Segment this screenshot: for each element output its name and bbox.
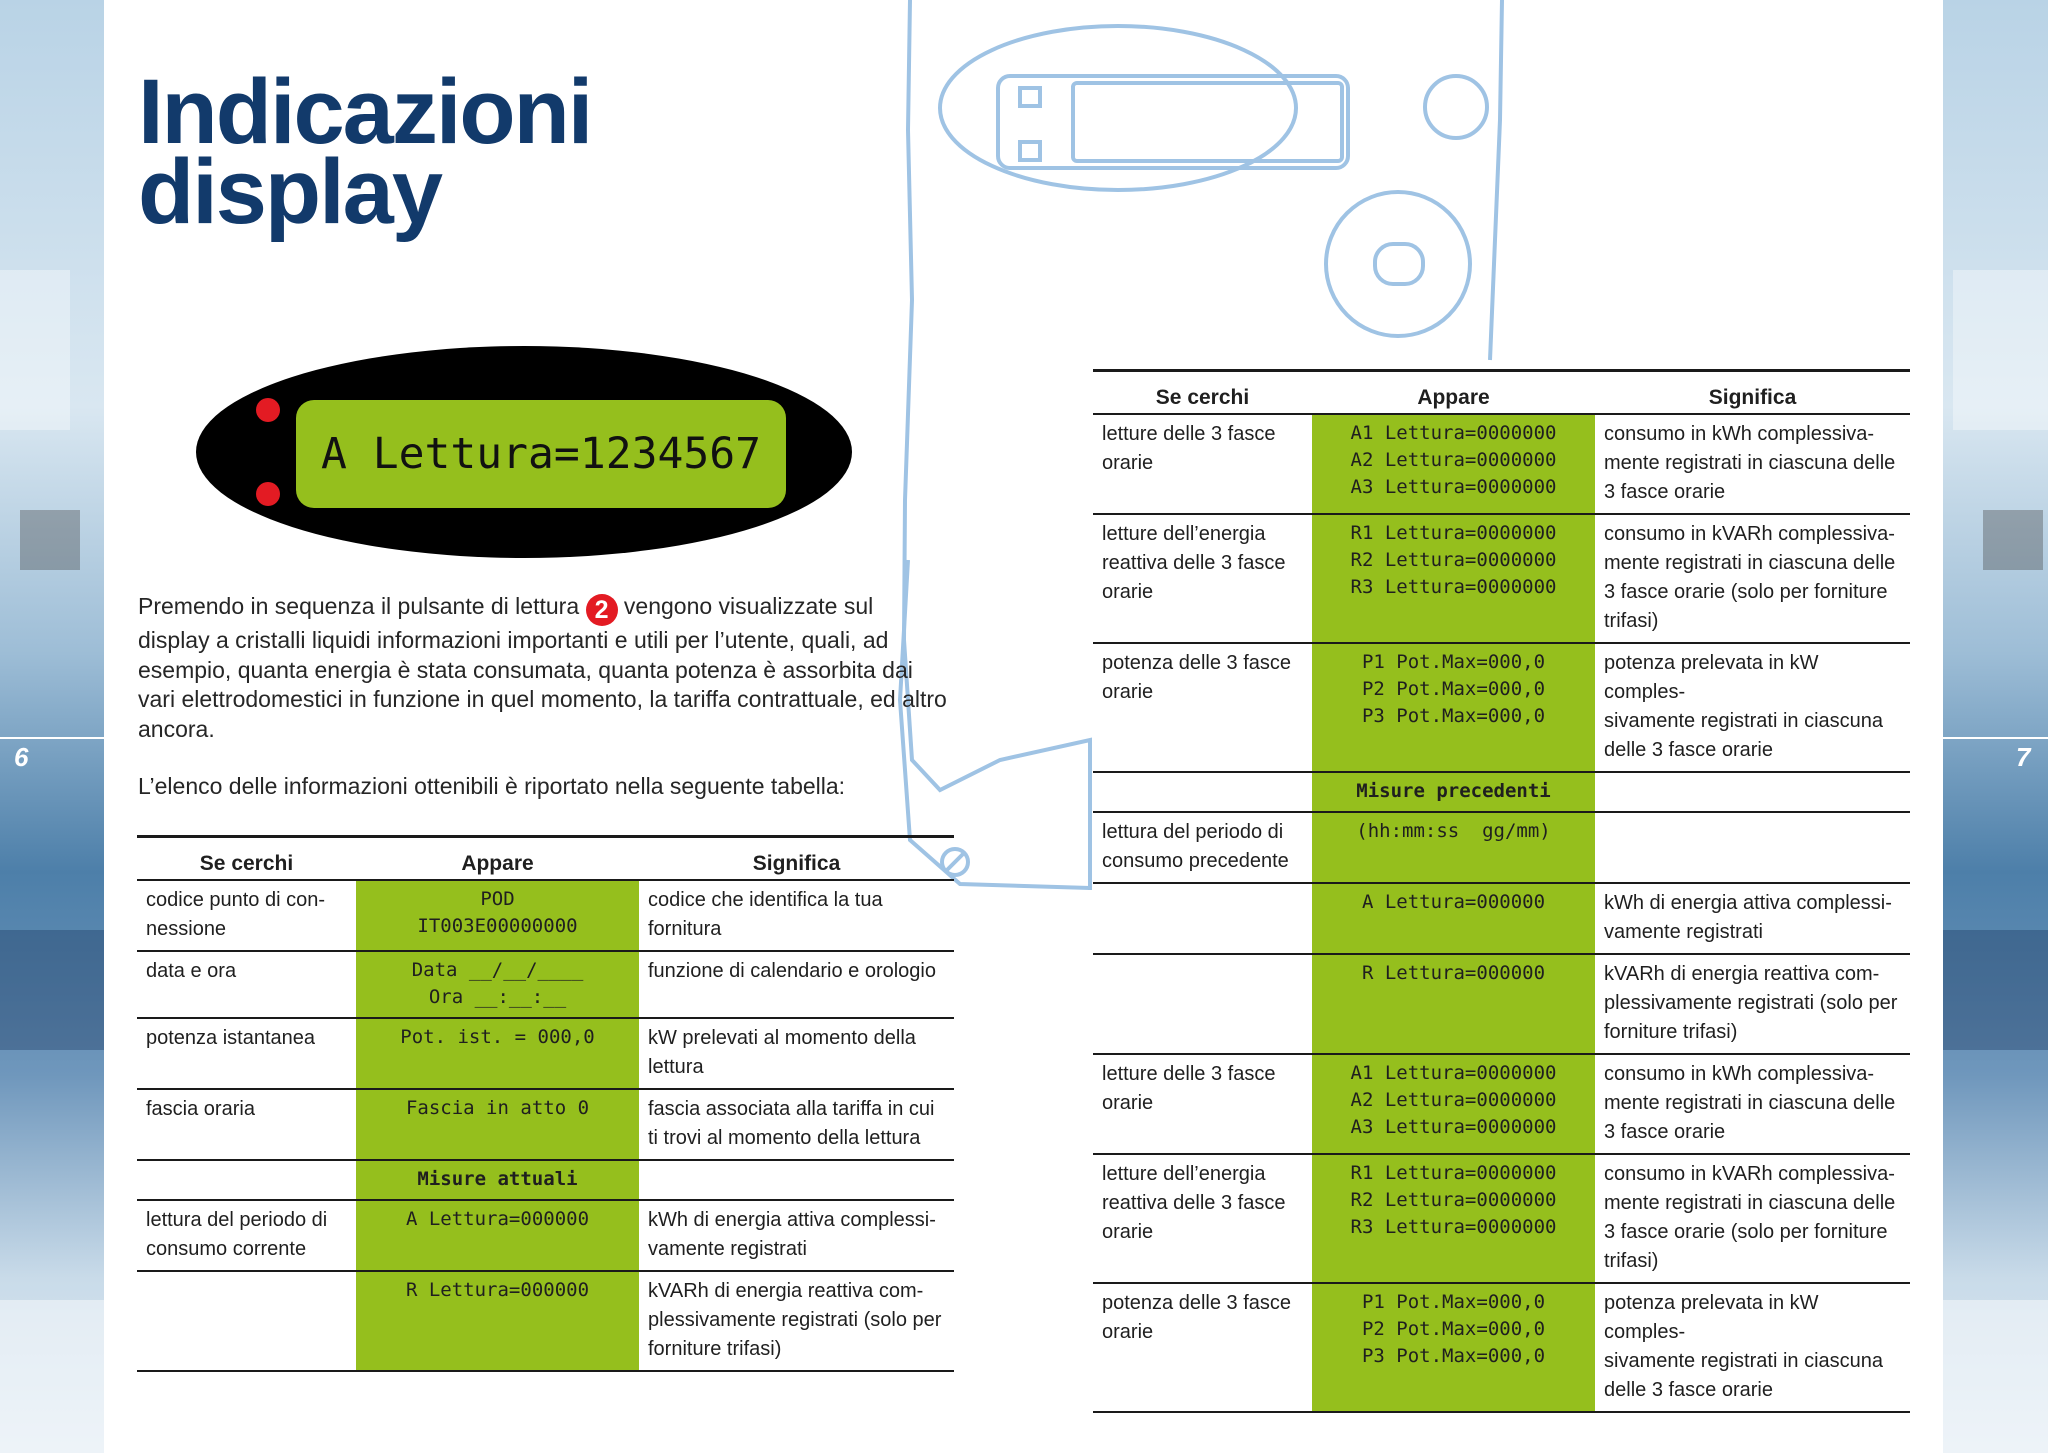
- appare-line: P2 Pot.Max=000,0: [1361, 1318, 1546, 1340]
- significa-line: delle 3 fasce orarie: [1604, 739, 1773, 761]
- cell-significa: [1595, 414, 1910, 514]
- appare-line: Misure precedenti: [1356, 780, 1551, 802]
- cell-appare: [356, 1018, 639, 1089]
- cerchi-line: lettura del periodo di: [1102, 821, 1284, 843]
- table-row: [1093, 1154, 1910, 1283]
- title-line-1: Indicazioni: [138, 61, 592, 163]
- red-indicator-dot: [256, 482, 280, 506]
- table-lead-text: L’elenco delle informazioni ottenibili è riportato nella seguente tabella:: [138, 773, 846, 799]
- cerchi-line: codice punto di con-: [146, 889, 326, 911]
- cell-significa: [1595, 1054, 1910, 1154]
- significa-line: ti trovi al momento della lettura: [648, 1127, 921, 1149]
- table-header-row: [137, 837, 954, 881]
- appare-line: P2 Pot.Max=000,0: [1361, 678, 1546, 700]
- table-row: [1093, 414, 1910, 514]
- significa-line: fascia associata alla tariffa in cui: [648, 1098, 935, 1120]
- header-appare: Appare: [356, 837, 639, 881]
- significa-line: 3 fasce orarie: [1604, 481, 1726, 503]
- cell-appare: [1312, 812, 1595, 883]
- cell-appare: [1312, 643, 1595, 772]
- cerchi-line: orarie: [1102, 452, 1154, 474]
- appare-line: R Lettura=000000: [405, 1279, 590, 1301]
- appare-line: Data __/__/____: [411, 959, 584, 981]
- significa-line: fornitura: [648, 918, 722, 940]
- cell-cerchi: [1093, 1054, 1312, 1154]
- header-se-cerchi: Se cerchi: [137, 837, 356, 881]
- cell-significa: [1595, 954, 1910, 1054]
- right-info-table: [1093, 369, 1910, 1413]
- appare-line: A1 Lettura=0000000: [1350, 1062, 1557, 1084]
- significa-line: potenza prelevata in kW comples-: [1604, 652, 1819, 703]
- table-row: [137, 1271, 954, 1371]
- significa-line: vamente registrati: [648, 1238, 807, 1260]
- significa-line: plessivamente registrati (solo per: [648, 1309, 942, 1331]
- cerchi-line: letture dell’energia: [1102, 1163, 1266, 1185]
- cerchi-line: orarie: [1102, 1221, 1154, 1243]
- cell-appare: [356, 1089, 639, 1160]
- cell-appare: [356, 1271, 639, 1371]
- right-table-body: [1093, 414, 1910, 1412]
- cell-appare: [1312, 514, 1595, 643]
- header-significa: Significa: [639, 837, 954, 881]
- significa-line: delle 3 fasce orarie: [1604, 1379, 1773, 1401]
- cell-cerchi: [1093, 772, 1312, 812]
- intro-text-end: vengono visualizzate sul display a cristalli liquidi informazioni importanti e utili per l’utente, quali, ad esempio, quanta energia è stata consumata, quanta potenza è assorbita dai vari elettrodomestici in funzione in quel momento, la tariffa contrattuale, ed altro ancora.: [138, 593, 947, 742]
- cerchi-line: potenza delle 3 fasce: [1102, 1292, 1292, 1314]
- table-row: [137, 1200, 954, 1271]
- significa-line: consumo in kVARh complessiva-: [1604, 1163, 1895, 1185]
- cell-appare: [1312, 883, 1595, 954]
- appare-line: R3 Lettura=0000000: [1350, 576, 1557, 598]
- cell-significa: [639, 1200, 954, 1271]
- appare-line: P1 Pot.Max=000,0: [1361, 1291, 1546, 1313]
- cell-appare: [1312, 772, 1595, 812]
- cell-cerchi: [1093, 414, 1312, 514]
- significa-line: sivamente registrati in ciascuna: [1604, 710, 1884, 732]
- significa-line: potenza prelevata in kW comples-: [1604, 1292, 1819, 1343]
- cell-significa: [1595, 1154, 1910, 1283]
- table-row: [1093, 772, 1910, 812]
- appare-line: A Lettura=000000: [1361, 891, 1546, 913]
- significa-line: kWh di energia attiva complessi-: [1604, 892, 1892, 914]
- significa-line: 3 fasce orarie: [1604, 1121, 1726, 1143]
- appare-line: A2 Lettura=0000000: [1350, 1089, 1557, 1111]
- cerchi-line: consumo corrente: [146, 1238, 307, 1260]
- significa-line: kVARh di energia reattiva com-: [1604, 963, 1880, 985]
- appare-line: A3 Lettura=0000000: [1350, 1116, 1557, 1138]
- cell-significa: [1595, 812, 1910, 883]
- table-row: [1093, 514, 1910, 643]
- page-number-right: 7: [2016, 742, 2031, 772]
- cell-cerchi: [1093, 883, 1312, 954]
- appare-line: P3 Pot.Max=000,0: [1361, 1345, 1546, 1367]
- significa-line: funzione di calendario e orologio: [648, 960, 936, 982]
- significa-line: mente registrati in ciascuna delle: [1604, 452, 1896, 474]
- cerchi-line: data e ora: [146, 960, 237, 982]
- significa-line: forniture trifasi): [648, 1338, 782, 1360]
- cell-appare: [356, 1200, 639, 1271]
- table-row: [137, 1160, 954, 1200]
- intro-text-start: Premendo in sequenza il pulsante di lettura: [138, 593, 586, 619]
- significa-line: mente registrati in ciascuna delle: [1604, 552, 1896, 574]
- cerchi-line: letture delle 3 fasce: [1102, 1063, 1276, 1085]
- cerchi-line: letture delle 3 fasce: [1102, 423, 1276, 445]
- lcd-display-illustration: [196, 346, 852, 558]
- page-number-left: 6: [14, 742, 29, 772]
- table-row: [1093, 1054, 1910, 1154]
- significa-line: plessivamente registrati (solo per: [1604, 992, 1898, 1014]
- cell-cerchi: [137, 1160, 356, 1200]
- significa-line: lettura: [648, 1056, 704, 1078]
- appare-line: A2 Lettura=0000000: [1350, 449, 1557, 471]
- appare-line: R1 Lettura=0000000: [1350, 1162, 1557, 1184]
- appare-line: A Lettura=000000: [405, 1208, 590, 1230]
- significa-line: consumo in kWh complessiva-: [1604, 423, 1875, 445]
- significa-line: 3 fasce orarie (solo per forniture: [1604, 581, 1888, 603]
- appare-line: IT003E00000000: [417, 915, 578, 937]
- significa-line: vamente registrati: [1604, 921, 1763, 943]
- table-row: [137, 1018, 954, 1089]
- significa-line: trifasi): [1604, 610, 1659, 632]
- cell-significa: [1595, 1283, 1910, 1412]
- cell-significa: [639, 1271, 954, 1371]
- left-table-body: [137, 880, 954, 1371]
- significa-line: mente registrati in ciascuna delle: [1604, 1092, 1896, 1114]
- appare-line: R3 Lettura=0000000: [1350, 1216, 1557, 1238]
- title-line-2: display: [138, 141, 442, 243]
- cell-appare: [1312, 414, 1595, 514]
- appare-line: P3 Pot.Max=000,0: [1361, 705, 1546, 727]
- cell-significa: [1595, 883, 1910, 954]
- table-row: [137, 951, 954, 1018]
- appare-line: A3 Lettura=0000000: [1350, 476, 1557, 498]
- cell-cerchi: [137, 951, 356, 1018]
- appare-line: Pot. ist. = 000,0: [400, 1026, 595, 1048]
- header-se-cerchi: Se cerchi: [1093, 371, 1312, 415]
- cell-significa: [639, 951, 954, 1018]
- significa-line: sivamente registrati in ciascuna: [1604, 1350, 1884, 1372]
- appare-line: (hh:mm:ss gg/mm): [1356, 820, 1551, 842]
- significa-line: kVARh di energia reattiva com-: [648, 1280, 924, 1302]
- cell-significa: [1595, 514, 1910, 643]
- significa-line: consumo in kWh complessiva-: [1604, 1063, 1875, 1085]
- appare-line: R1 Lettura=0000000: [1350, 522, 1557, 544]
- appare-line: POD: [480, 888, 515, 910]
- cell-appare: [356, 880, 639, 951]
- table-row: [137, 880, 954, 951]
- significa-line: 3 fasce orarie (solo per forniture: [1604, 1221, 1888, 1243]
- red-indicator-dot: [256, 398, 280, 422]
- cerchi-line: reattiva delle 3 fasce: [1102, 1192, 1286, 1214]
- table-row: [1093, 954, 1910, 1054]
- appare-line: R2 Lettura=0000000: [1350, 1189, 1557, 1211]
- significa-line: trifasi): [1604, 1250, 1659, 1272]
- cell-cerchi: [1093, 1283, 1312, 1412]
- lcd-screen-text: A Lettura=1234567: [296, 400, 786, 508]
- cell-significa: [639, 1160, 954, 1200]
- significa-line: consumo in kVARh complessiva-: [1604, 523, 1895, 545]
- cerchi-line: fascia oraria: [146, 1098, 255, 1120]
- cerchi-line: orarie: [1102, 681, 1154, 703]
- cell-appare: [356, 951, 639, 1018]
- cell-cerchi: [137, 1200, 356, 1271]
- cell-significa: [1595, 643, 1910, 772]
- table-row: [1093, 812, 1910, 883]
- appare-line: Ora __:__:__: [428, 986, 567, 1008]
- cell-cerchi: [1093, 514, 1312, 643]
- cell-cerchi: [1093, 643, 1312, 772]
- appare-line: Fascia in atto 0: [405, 1097, 590, 1119]
- table-row: [137, 1089, 954, 1160]
- appare-line: R2 Lettura=0000000: [1350, 549, 1557, 571]
- cell-cerchi: [1093, 812, 1312, 883]
- cell-significa: [1595, 772, 1910, 812]
- appare-line: A1 Lettura=0000000: [1350, 422, 1557, 444]
- cerchi-line: letture dell’energia: [1102, 523, 1266, 545]
- cell-significa: [639, 1089, 954, 1160]
- table-row: [1093, 883, 1910, 954]
- cerchi-line: orarie: [1102, 581, 1154, 603]
- cell-appare: [356, 1160, 639, 1200]
- cerchi-line: orarie: [1102, 1092, 1154, 1114]
- significa-line: kWh di energia attiva complessi-: [648, 1209, 936, 1231]
- significa-line: codice che identifica la tua: [648, 889, 883, 911]
- intro-paragraph: [138, 592, 948, 744]
- cell-cerchi: [1093, 954, 1312, 1054]
- cerchi-line: potenza delle 3 fasce: [1102, 652, 1292, 674]
- table-header-row: [1093, 371, 1910, 415]
- cell-cerchi: [137, 1018, 356, 1089]
- table-row: [1093, 1283, 1910, 1412]
- page-title: [138, 61, 592, 243]
- cell-appare: [1312, 1154, 1595, 1283]
- cell-appare: [1312, 1054, 1595, 1154]
- cerchi-line: nessione: [146, 918, 227, 940]
- significa-line: kW prelevati al momento della: [648, 1027, 916, 1049]
- left-info-table: [137, 835, 954, 1372]
- cerchi-line: consumo precedente: [1102, 850, 1289, 872]
- cell-cerchi: [137, 880, 356, 951]
- cell-appare: [1312, 1283, 1595, 1412]
- cell-cerchi: [1093, 1154, 1312, 1283]
- cell-significa: [639, 1018, 954, 1089]
- cerchi-line: reattiva delle 3 fasce: [1102, 552, 1286, 574]
- cerchi-line: lettura del periodo di: [146, 1209, 328, 1231]
- appare-line: R Lettura=000000: [1361, 962, 1546, 984]
- significa-line: forniture trifasi): [1604, 1021, 1738, 1043]
- header-appare: Appare: [1312, 371, 1595, 415]
- cell-significa: [639, 880, 954, 951]
- significa-line: mente registrati in ciascuna delle: [1604, 1192, 1896, 1214]
- cerchi-line: orarie: [1102, 1321, 1154, 1343]
- cerchi-line: potenza istantanea: [146, 1027, 316, 1049]
- appare-line: P1 Pot.Max=000,0: [1361, 651, 1546, 673]
- cell-appare: [1312, 954, 1595, 1054]
- table-row: [1093, 643, 1910, 772]
- cell-cerchi: [137, 1089, 356, 1160]
- appare-line: Misure attuali: [417, 1168, 578, 1190]
- reading-button-badge: 2: [586, 594, 618, 626]
- cell-cerchi: [137, 1271, 356, 1371]
- header-significa: Significa: [1595, 371, 1910, 415]
